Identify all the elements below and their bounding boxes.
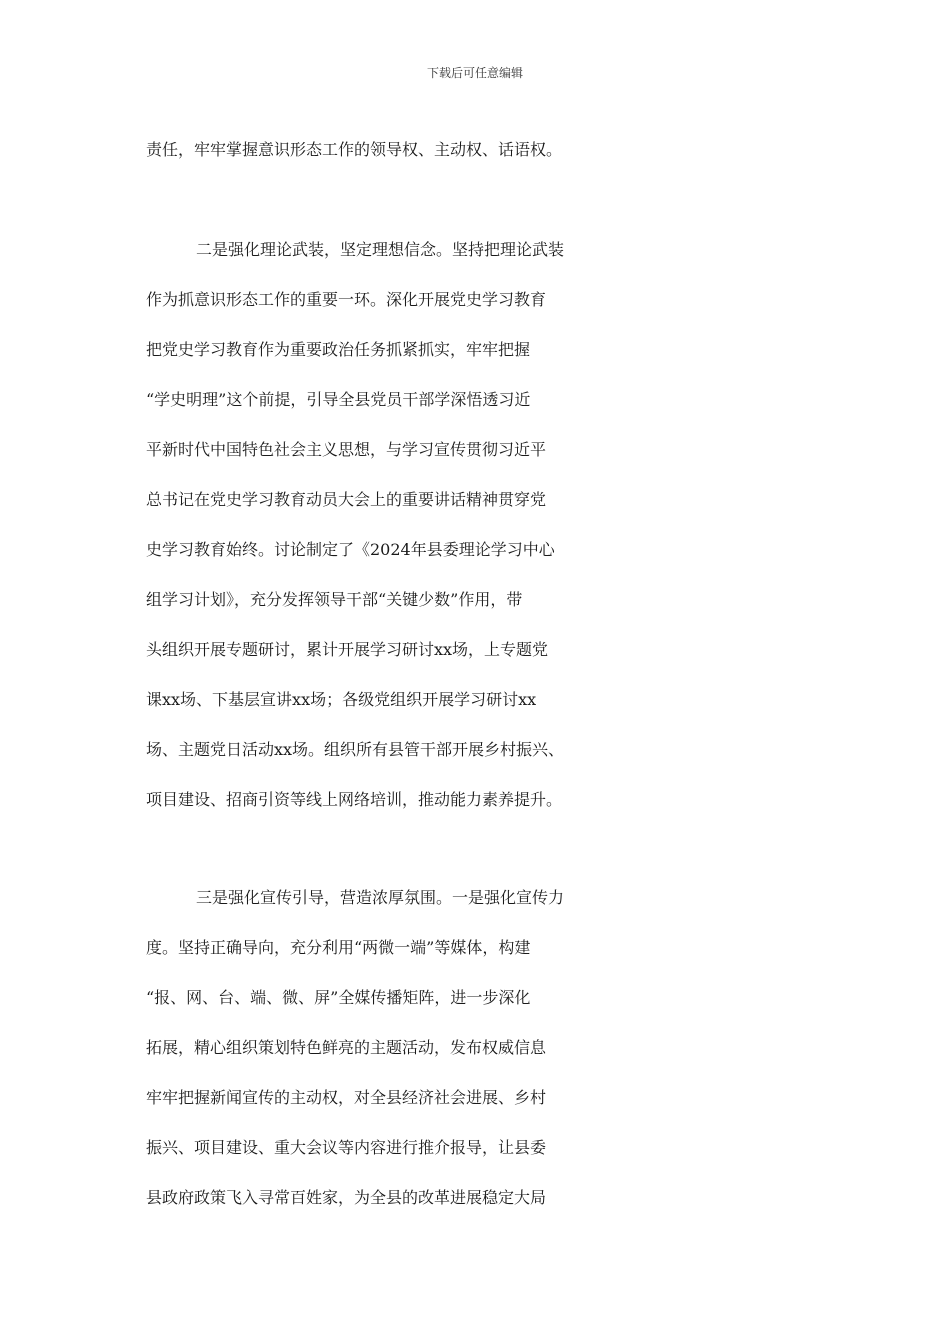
text-line: 牢牢把握新闻宣传的主动权，对全县经济社会进展、乡村 [146, 1088, 547, 1107]
text-line: 度。坚持正确导向，充分利用“两微一端”等媒体，构建 [146, 938, 531, 957]
page-header: 下载后可任意编辑 [426, 66, 523, 80]
text-line: 拓展，精心组织策划特色鲜亮的主题活动，发布权威信息 [146, 1038, 547, 1057]
text-line: 作为抓意识形态工作的重要一环。深化开展党史学习教育 [146, 290, 547, 309]
text-line: 组学习计划》，充分发挥领导干部“关键少数”作用，带 [146, 590, 523, 609]
text-line: 把党史学习教育作为重要政治任务抓紧抓实，牢牢把握 [146, 340, 531, 359]
text-line: 场、主题党日活动xx场。组织所有县管干部开展乡村振兴、 [146, 740, 565, 759]
text-line: 县政府政策飞入寻常百姓家，为全县的改革进展稳定大局 [146, 1188, 547, 1207]
text-line: “报、网、台、端、微、屏”全媒传播矩阵，进一步深化 [146, 988, 531, 1007]
text-line: 课xx场、下基层宣讲xx场；各级党组织开展学习研讨xx [146, 690, 537, 709]
text-line: 二是强化理论武装，坚定理想信念。坚持把理论武装 [196, 240, 565, 259]
text-line: 头组织开展专题研讨，累计开展学习研讨xx场，上专题党 [146, 640, 549, 659]
text-line: 史学习教育始终。讨论制定了《2024年县委理论学习中心 [146, 540, 555, 559]
text-line: “学史明理”这个前提，引导全县党员干部学深悟透习近 [146, 390, 531, 409]
text-line: 振兴、项目建设、重大会议等内容进行推介报导，让县委 [146, 1138, 547, 1157]
text-line: 平新时代中国特色社会主义思想，与学习宣传贯彻习近平 [146, 440, 547, 459]
text-line: 三是强化宣传引导，营造浓厚氛围。一是强化宣传力 [196, 888, 565, 907]
text-line: 总书记在党史学习教育动员大会上的重要讲话精神贯穿党 [146, 490, 547, 509]
text-line: 项目建设、招商引资等线上网络培训，推动能力素养提升。 [146, 790, 563, 809]
text-line: 责任，牢牢掌握意识形态工作的领导权、主动权、话语权。 [146, 140, 563, 159]
